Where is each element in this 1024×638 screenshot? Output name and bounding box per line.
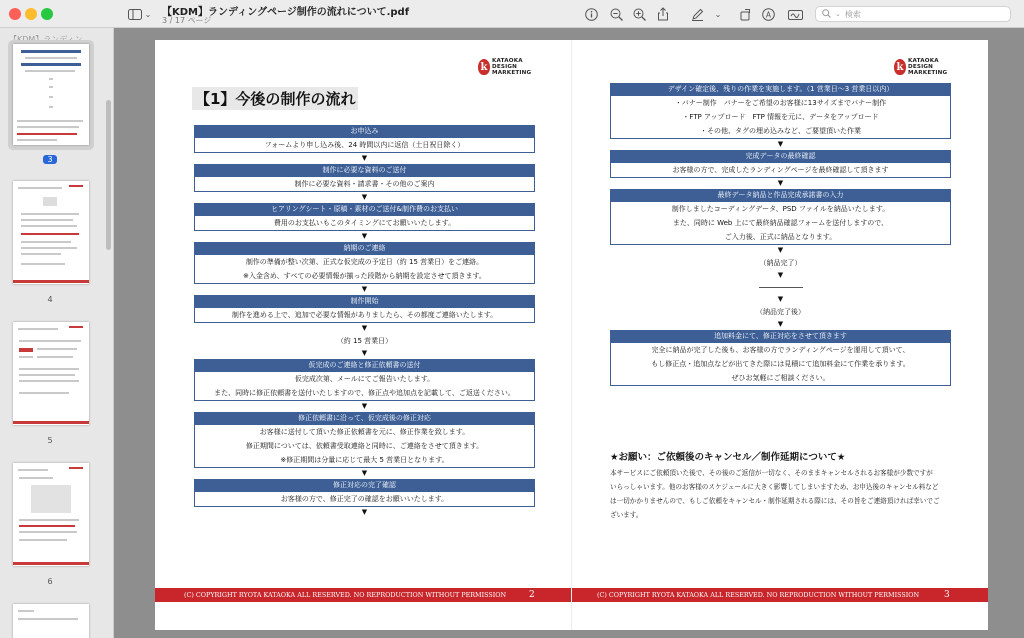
down-arrow-icon: ▼ bbox=[361, 193, 368, 201]
logo-k-icon: k bbox=[894, 59, 906, 75]
close-window-button[interactable] bbox=[9, 8, 21, 20]
window-toolbar bbox=[0, 0, 1024, 28]
search-placeholder: 検索 bbox=[844, 9, 861, 19]
page-number: 2 bbox=[529, 590, 535, 600]
page-thumbnail-7[interactable] bbox=[13, 604, 89, 638]
signature-icon[interactable] bbox=[787, 5, 803, 23]
flow-step-title: お申込み bbox=[194, 125, 535, 138]
flow-step bbox=[194, 164, 535, 192]
flow-step bbox=[610, 189, 951, 245]
info-icon[interactable] bbox=[584, 5, 598, 23]
notice-body: 本サービスにご依頼頂いた後で、その後のご返信が一切なく、そのままキャンセルされるお客様が少数ですが いらっしゃいます。他のお客様のスケジュールに大きく影響してしまいますため、お申込後のキャンセル料など は一切かかりませんので、もしご依頼をキャンセル・制作延期される際には、その旨をご連絡頂ければ幸いでご ざいます。 bbox=[610, 469, 940, 519]
chevron-down-icon[interactable]: ⌄ bbox=[144, 9, 152, 19]
flow-step-title: 完成データの最終確認 bbox=[610, 150, 951, 163]
flow-step bbox=[194, 242, 535, 284]
flow-step-line: 制作を進める上で、追加で必要な情報がありましたら、その都度ご連絡いたします。 bbox=[231, 311, 498, 319]
after-delivery-note: （納品完了後） bbox=[756, 308, 805, 316]
flow-step-body bbox=[610, 163, 951, 178]
page-thumbnail-5[interactable] bbox=[13, 322, 89, 425]
flow-step bbox=[610, 330, 951, 386]
separator-line bbox=[759, 287, 803, 288]
page-indicator: 3 / 17 ページ bbox=[162, 16, 212, 25]
flow-step bbox=[194, 412, 535, 468]
logo-k-icon: k bbox=[478, 59, 490, 75]
down-arrow-icon: ▼ bbox=[777, 246, 784, 254]
flow-step bbox=[194, 479, 535, 507]
share-icon[interactable] bbox=[656, 5, 670, 23]
flow-step-line: ご入力後、正式に納品となります。 bbox=[724, 233, 837, 241]
flow-step-line: ・FTP アップロード FTP 情報を元に、データをアップロード bbox=[682, 113, 879, 121]
down-arrow-icon: ▼ bbox=[777, 179, 784, 187]
flow-step-title: 修正依頼書に沿って、仮完成後の修正対応 bbox=[194, 412, 535, 425]
flow-step-line: ・その他、タグの埋め込みなど、ご要望頂いた作業 bbox=[700, 127, 861, 135]
page-label-6[interactable]: 6 bbox=[47, 577, 53, 586]
delivery-complete-note: （納品完了） bbox=[759, 259, 802, 267]
flow-step-body bbox=[610, 343, 951, 386]
down-arrow-icon: ▼ bbox=[777, 140, 784, 148]
company-logo: k KATAOKA DESIGN MARKETING bbox=[894, 58, 947, 76]
sidebar-scrollbar[interactable] bbox=[106, 100, 111, 250]
process-flow bbox=[194, 125, 535, 518]
down-arrow-icon: ▼ bbox=[361, 285, 368, 293]
flow-step-body bbox=[194, 372, 535, 401]
company-logo: k KATAOKA DESIGN MARKETING bbox=[478, 58, 531, 76]
pdf-spread bbox=[155, 40, 988, 630]
page-heading: 【1】今後の制作の流れ bbox=[192, 87, 358, 110]
flow-step-line: ぜひお気軽にご相談ください。 bbox=[731, 374, 830, 382]
svg-text:A: A bbox=[765, 9, 771, 19]
chevron-down-icon[interactable]: ⌄ bbox=[714, 9, 722, 19]
flow-step-body bbox=[194, 255, 535, 284]
flow-step-line: フォームより申し込み後、24 時間以内に返信（土日祝日除く） bbox=[264, 141, 465, 149]
flow-step-title: 修正対応の完了確認 bbox=[194, 479, 535, 492]
flow-step-body bbox=[194, 492, 535, 507]
flow-step-title: ヒアリングシート・原稿・素材のご送付&制作費のお支払い bbox=[194, 203, 535, 216]
flow-step-line: また、同時に修正依頼書を送付いたしますので、修正点や追加点を記載して、ご返送ください。 bbox=[214, 389, 515, 397]
flow-step bbox=[610, 83, 951, 139]
chevron-down-icon: ⌄ bbox=[835, 10, 841, 18]
flow-step-title: 制作開始 bbox=[194, 295, 535, 308]
thumbnail-sidebar bbox=[0, 28, 114, 638]
page-number: 3 bbox=[944, 590, 950, 600]
notice-title: ★お願い：ご依頼後のキャンセル／制作延期について★ bbox=[610, 452, 846, 463]
search-icon bbox=[822, 9, 831, 20]
flow-step-line: また、同時に Web 上にて最終納品確認フォームを送付しますので、 bbox=[672, 219, 889, 227]
flow-step-line: 完全に納品が完了した後も、お客様の方でランディングページを運用して頂いて、 bbox=[651, 346, 910, 354]
down-arrow-icon: ▼ bbox=[777, 320, 784, 328]
flow-step-title: 仮完成のご連絡と修正依頼書の送付 bbox=[194, 359, 535, 372]
rotate-icon[interactable] bbox=[738, 5, 752, 23]
flow-step-body bbox=[194, 138, 535, 153]
down-arrow-icon: ▼ bbox=[361, 324, 368, 332]
flow-step-line: 仮完成次第、メールにてご報告いたします。 bbox=[294, 375, 435, 383]
window-title: 【KDM】ランディングページ制作の流れについて.pdf bbox=[162, 7, 410, 18]
annotate-icon[interactable] bbox=[761, 5, 775, 23]
zoom-in-icon[interactable] bbox=[632, 5, 646, 23]
zoom-out-icon[interactable] bbox=[609, 5, 623, 23]
down-arrow-icon: ▼ bbox=[361, 402, 368, 410]
down-arrow-icon: ▼ bbox=[361, 232, 368, 240]
markup-icon[interactable] bbox=[690, 5, 704, 23]
flow-step-line: 制作に必要な資料・請求書・その他のご案内 bbox=[294, 180, 435, 188]
page-label-4[interactable]: 4 bbox=[47, 295, 53, 304]
flow-step-body bbox=[194, 425, 535, 468]
down-arrow-icon: ▼ bbox=[361, 469, 368, 477]
flow-step-body bbox=[194, 308, 535, 323]
footer-copyright: (C) COPYRIGHT RYOTA KATAOKA ALL RESERVED. NO REPRODUCTION WITHOUT PERMISSION bbox=[597, 591, 920, 599]
flow-step-line: ・バナー制作 バナーをご希望のお客様に13サイズまでバナー制作 bbox=[674, 99, 887, 107]
flow-step bbox=[194, 125, 535, 153]
flow-step-line: お客様の方で、完成したランディングページを最終確認して頂きます bbox=[672, 166, 889, 174]
flow-step-line: もし修正点・追加点などが出てきた際には見積にて追加料金にて作業を承ります。 bbox=[651, 360, 910, 368]
down-arrow-icon: ▼ bbox=[777, 271, 784, 279]
process-flow bbox=[610, 83, 951, 386]
duration-note: （約 15 営業日） bbox=[336, 337, 393, 345]
flow-step-line: お客様に送付して頂いた修正依頼書を元に、修正作業を致します。 bbox=[259, 428, 470, 436]
zoom-window-button[interactable] bbox=[41, 8, 53, 20]
down-arrow-icon: ▼ bbox=[361, 154, 368, 162]
page-footer bbox=[155, 588, 571, 602]
flow-step-body bbox=[610, 96, 951, 139]
search-field[interactable] bbox=[815, 6, 1011, 22]
flow-step-title: 納期のご連絡 bbox=[194, 242, 535, 255]
flow-step-line: ※修正期間は分量に応じて最大 5 営業日となります。 bbox=[280, 456, 449, 464]
down-arrow-icon: ▼ bbox=[361, 349, 368, 357]
flow-step-title: 最終データ納品と作品完成承諾書の入力 bbox=[610, 189, 951, 202]
flow-step bbox=[194, 359, 535, 401]
flow-step-line: 制作の準備が整い次第、正式な仮完成の予定日（約 15 営業日）をご連絡。 bbox=[245, 258, 484, 266]
flow-step bbox=[194, 203, 535, 231]
flow-step-body bbox=[194, 177, 535, 192]
page-thumbnail-3[interactable] bbox=[13, 44, 89, 145]
page-label-5[interactable]: 5 bbox=[47, 436, 53, 445]
page-thumbnail-6[interactable] bbox=[13, 463, 89, 566]
flow-step-body bbox=[610, 202, 951, 245]
flow-step-line: お客様の方で、修正完了の確認をお願いいたします。 bbox=[280, 495, 449, 503]
flow-step bbox=[610, 150, 951, 178]
page-footer bbox=[572, 588, 988, 602]
flow-step-line: 制作しましたコーディングデータ、PSD ファイルを納品いたします。 bbox=[671, 205, 890, 213]
flow-step-line: ※入金含め、すべての必要情報が揃った段階から納期を設定させて頂きます。 bbox=[243, 272, 486, 280]
flow-step-title: デザイン確定後、残りの作業を実施します。（1 営業日～3 営業日以内） bbox=[610, 83, 951, 96]
page-label-3[interactable]: 3 bbox=[0, 155, 100, 164]
flow-step-line: 費用のお支払いもこのタイミングにてお願いいたします。 bbox=[273, 219, 456, 227]
sidebar-icon[interactable] bbox=[128, 5, 142, 23]
down-arrow-icon: ▼ bbox=[777, 295, 784, 303]
footer-copyright: (C) COPYRIGHT RYOTA KATAOKA ALL RESERVED. NO REPRODUCTION WITHOUT PERMISSION bbox=[184, 591, 507, 599]
down-arrow-icon: ▼ bbox=[361, 508, 368, 516]
flow-step-body bbox=[194, 216, 535, 231]
flow-step bbox=[194, 295, 535, 323]
page-thumbnail-4[interactable] bbox=[13, 181, 89, 284]
flow-step-title: 追加料金にて、修正対応をさせて頂きます bbox=[610, 330, 951, 343]
minimize-window-button[interactable] bbox=[25, 8, 37, 20]
flow-step-line: 修正期間については、依頼書受取連絡と同時に、ご連絡をさせて頂きます。 bbox=[245, 442, 484, 450]
flow-step-title: 制作に必要な資料のご送付 bbox=[194, 164, 535, 177]
page-divider bbox=[571, 40, 572, 630]
